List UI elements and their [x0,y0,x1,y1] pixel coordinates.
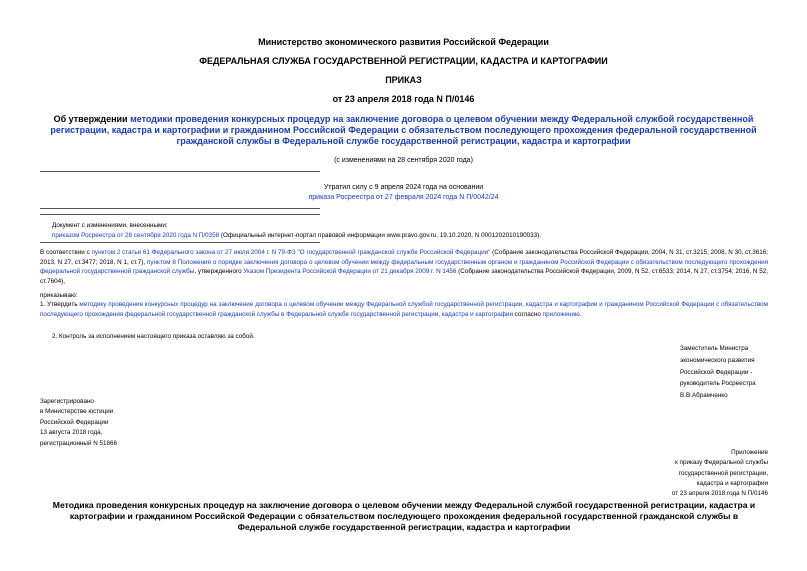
order-title: Об утверждении методики проведения конкурсных процедур на заключение договора о целевом обучении между Федеральной службой государственной регистрации, кадастра и картографии и гражданином Российской Федерации с обязательством последующего прохождения федеральной государственной гражданской службы в Федеральной службе государственной регистрации, кадастра и картографии [50,114,757,147]
rosreestr-2024-link[interactable]: приказа Росреестра от 27 февраля 2024 года N П/0042/24 [308,193,499,201]
president-decree-link[interactable]: Указом Президента Российской Федерации от 21 декабря 2009 г. N 1456 [243,268,457,276]
lost-force-note: Утратил силу с 9 апреля 2024 года на основании приказа Росреестра от 27 февраля 2024 года N П/0042/24 [0,183,807,202]
item-1: 1. Утвердить методику проведения конкурсных процедур на заключение договора о целевом обучении между Федеральной службой государственной регистрации, кадастра и картографии и гражданином Российской Федерации с обязательством последующего прохождения федеральной государственной гражданской службы в Федеральной службе государственной регистрации, кадастра и картографии согласно приложению. [40,301,768,318]
rosreestr-2020-link[interactable]: приказом Росреестра от 28 сентября 2020 года N П/0358 [52,231,220,239]
divider [40,242,320,243]
law-79fz-link[interactable]: пунктом 2 статьи 61 Федерального закона от 27 июля 2004 г. N 79-ФЗ "О государственной гражданской службе Российской Федерации" [91,249,491,256]
ministry-heading: Министерство экономического развития Российской Федерации [258,37,549,47]
doc-type-heading: ПРИКАЗ [385,75,422,85]
appendix-link[interactable]: приложению [542,310,580,318]
divider [40,171,320,172]
changes-block: Документ с изменениями, внесенными: приказом Росреестра от 28 сентября 2020 года N П/0358 (Официальный интернет-портал правовой информации www.pravo.gov.ru, 19.10.2020, N 0001202010190033). [52,222,541,239]
preamble-paragraph: В соответствии с пунктом 2 статьи 61 Федерального закона от 27 июля 2004 г. N 79-ФЗ "О государственной гражданской службе Российской Федерации" (Собрание законодательства Российской Федерации, 2004, N 31, ст.3215; 2008, N 30, ст.3616; 2013, N 27, ст.3477; 2018, N 1, ст.7), пунктом 8 Положения о порядке заключения договора о целевом обучении между федеральным государственным органом и гражданином Российской Федерации с обязательством последующего прохождения федеральной государственной гражданской службы, утвержденного Указом Президента Российской Федерации от 21 декабря 2009 г. N 1456 (Собрание законодательства Российской Федерации, 2009, N 52, ст.6533; 2014, N 27, ст.3754; 2016, N 52, ст.7604), [40,249,768,285]
methodology-approve-link[interactable]: методику проведения конкурсных процедур на заключение договора о целевом обучении между Федеральной службой государственной регистрации, кадастра и картографии и гражданином Российской Федерации с обязательством последующего прохождения федеральной государственной гражданской службы в Федеральной службе государственной регистрации, кадастра и картографии [40,301,768,318]
registration-block: Зарегистрировано в Министерстве юстиции Российской Федерации 13 августа 2018 года, регистрационный N 51866 [40,398,118,447]
methodology-title: Методика проведения конкурсных процедур на заключение договора о целевом обучении между Федеральной службой государственной регистрации, кадастра и картографии и гражданином Российской Федерации с обязательством последующего прохождения федеральной государственной гражданской службы в Федеральной службе государственной регистрации, кадастра и картографии [52,500,756,533]
appendix-block: Приложение к приказу Федеральной службы государственной регистрации, кадастра и картографии от 23 апреля 2018 года N П/0146 [671,449,768,498]
divider [40,208,320,209]
doc-date-number: от 23 апреля 2018 года N П/0146 [332,94,475,104]
divider [40,214,320,215]
amendments-note: (с изменениями на 28 сентября 2020 года) [334,157,473,164]
signature-block: Заместитель Министра экономического развития Российской Федерации - руководитель Росреестра В.В.Абрамченко [680,345,756,400]
service-heading: ФЕДЕРАЛЬНАЯ СЛУЖБА ГОСУДАРСТВЕННОЙ РЕГИСТРАЦИИ, КАДАСТРА И КАРТОГРАФИИ [199,56,608,66]
orders-word: приказываю: [40,292,78,299]
methodology-link[interactable]: методики проведения конкурсных процедур на заключение договора о целевом обучении между Федеральной службой государственной регистрации, кадастра и картографии и гражданином Российской Федерации с обязательством последующего прохождения федеральной государственной гражданской службы в Федеральной службе государственной регистрации, кадастра и картографии [50,114,757,147]
item-2: 2. Контроль за исполнением настоящего приказа оставляю за собой. [52,333,255,340]
regulation-item8-link[interactable]: пунктом 8 Положения о порядке заключения договора о целевом обучении между федеральным государственным органом и гражданином Российской Федерации с обязательством последующего прохождения федеральной государственной гражданской службы [40,258,768,276]
